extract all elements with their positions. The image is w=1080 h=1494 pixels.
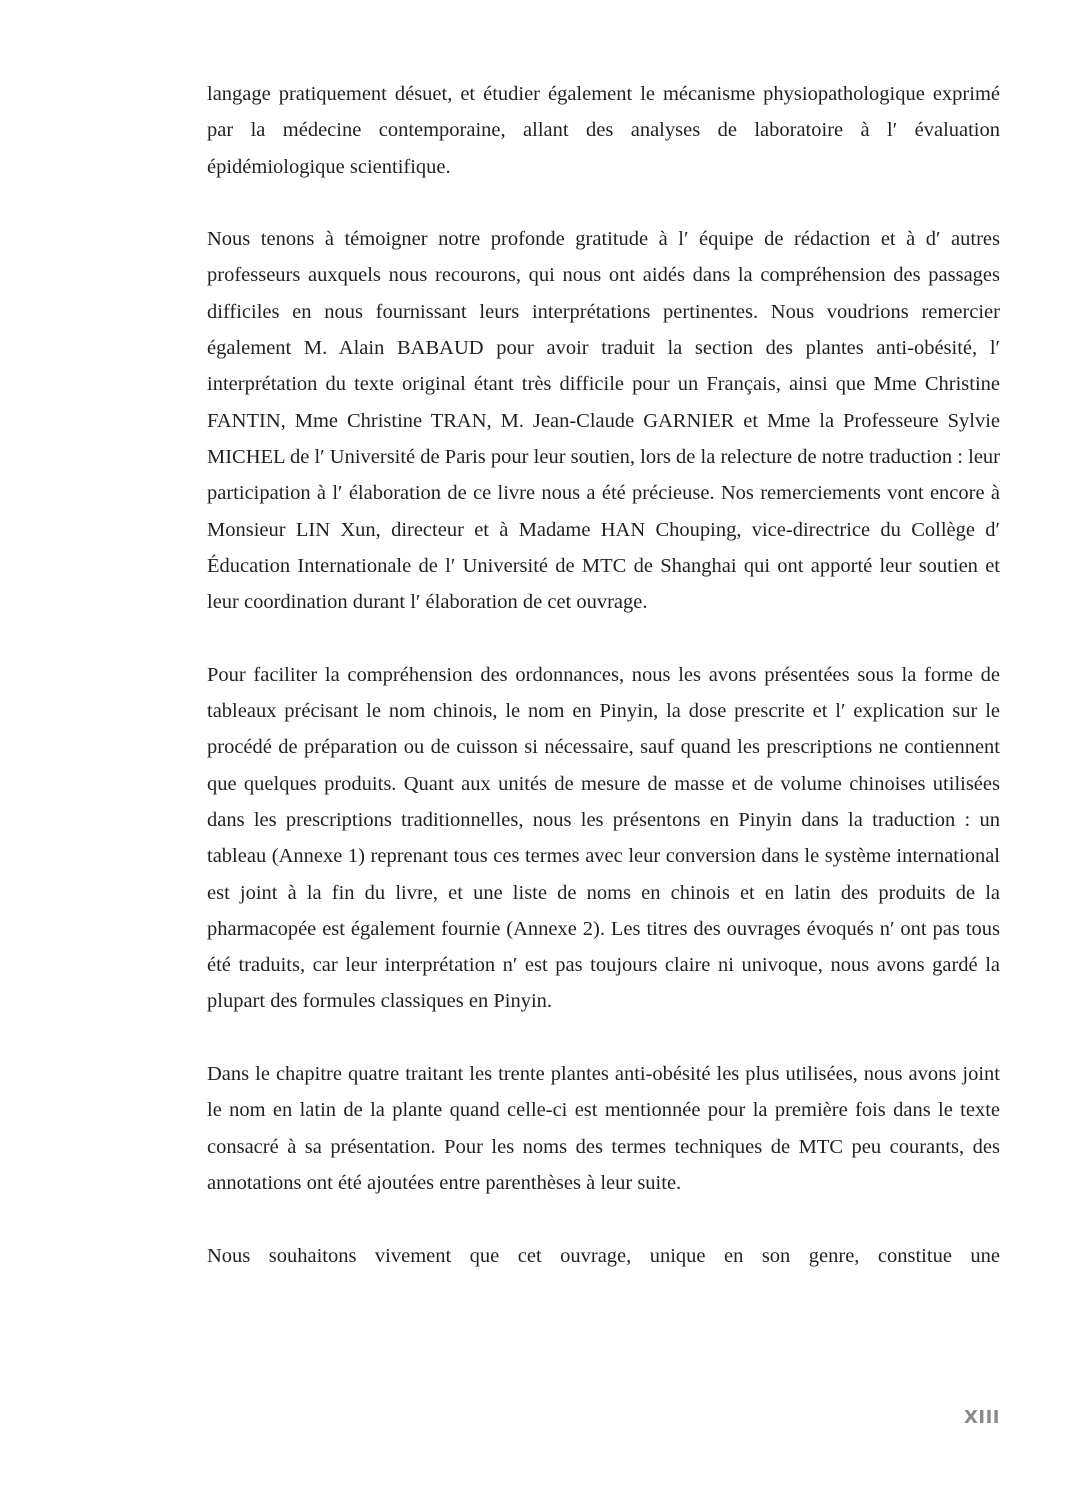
paragraph-methodology-end: langage pratiquement désuet, et étudier également le mécanisme physiopathologique exprimé par la médecine contemporaine, allant des analyses de laboratoire à l′ évaluation épidémiologique scientifique. bbox=[207, 83, 1000, 178]
paragraph-acknowledgements: Nous tenons à témoigner notre profonde gratitude à l′ équipe de rédaction et à d′ autres professeurs auxquels nous recourons, qui nous ont aidés dans la compréhension des passages difficiles en nous fournissant leurs interprétations pertinentes. Nous voudrions remercier également M. Alain BABAUD pour avoir traduit la section des plantes anti-obésité, l′ interprétation du texte original étant très difficile pour un Français, ainsi que Mme Christine FANTIN, Mme Christine TRAN, M. Jean-Claude GARNIER et Mme la Professeure Sylvie MICHEL de l′ Université de Paris pour leur soutien, lors de la relecture de notre traduction : leur participation à l′ élaboration de ce livre nous a été précieuse. Nos remerciements vont encore à Monsieur LIN Xun, directeur et à Madame HAN Chouping, vice-directrice du Collège d′ Éducation Internationale de l′ Université de MTC de Shanghai qui ont apporté leur soutien et leur coordination durant l′ élaboration de cet ouvrage. bbox=[207, 228, 1000, 614]
paragraph-closing-wish: Nous souhaitons vivement que cet ouvrage, unique en son genre, constitue une bbox=[207, 1244, 1000, 1267]
page-number: XIII bbox=[964, 1407, 1000, 1428]
paragraph-chapter-four: Dans le chapitre quatre traitant les trente plantes anti-obésité les plus utilisées, nous avons joint le nom en latin de la plante quand celle-ci est mentionnée pour la première fois dans le texte consacré à sa présentation. Pour les noms des termes techniques de MTC peu courants, des annotations ont été ajoutées entre parenthèses à leur suite. bbox=[207, 1063, 1000, 1194]
page-body bbox=[207, 76, 1000, 1274]
paragraph-prescriptions-format: Pour faciliter la compréhension des ordonnances, nous les avons présentées sous la forme de tableaux précisant le nom chinois, le nom en Pinyin, la dose prescrite et l′ explication sur le procédé de préparation ou de cuisson si nécessaire, sauf quand les prescriptions ne contiennent que quelques produits. Quant aux unités de mesure de masse et de volume chinoises utilisées dans les prescriptions traditionnelles, nous les présentons en Pinyin dans la traduction : un tableau (Annexe 1) reprenant tous ces termes avec leur conversion dans le système international est joint à la fin du livre, et une liste de noms en chinois et en latin des produits de la pharmacopée est également fournie (Annexe 2). Les titres des ouvrages évoqués n′ ont pas tous été traduits, car leur interprétation n′ est pas toujours claire ni univoque, nous avons gardé la plupart des formules classiques en Pinyin. bbox=[207, 663, 1000, 1013]
